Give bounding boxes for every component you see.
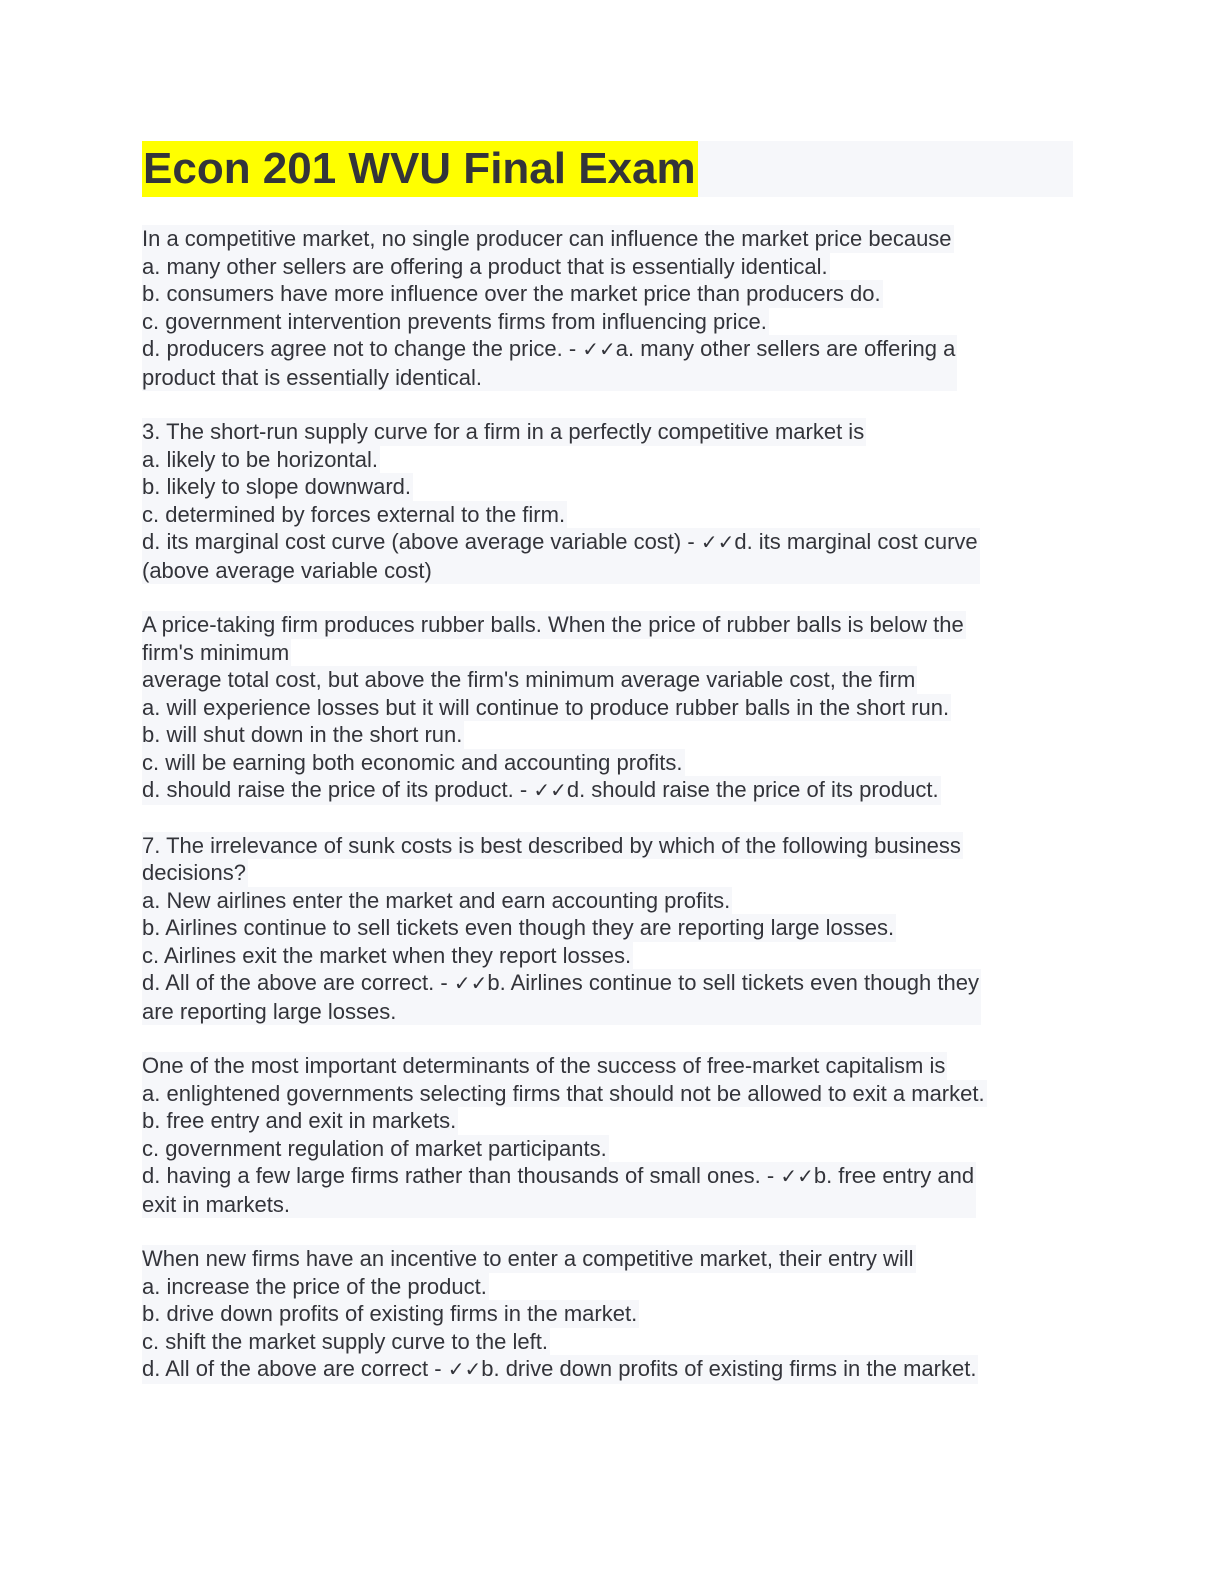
answer-option: a. increase the price of the product. <box>142 1273 487 1299</box>
correct-answer-text: are reporting large losses. <box>142 998 397 1024</box>
answer-option: c. shift the market supply curve to the left. <box>142 1328 548 1354</box>
question-stem: One of the most important determinants of the success of free-market capitalism is <box>142 1053 946 1078</box>
answer-option: d. All of the above are correct. - <box>142 970 454 995</box>
question-block <box>142 418 1062 584</box>
answer-key <box>142 528 980 584</box>
answer-continuation <box>142 998 981 1026</box>
check-mark-icon: ✓✓ <box>700 530 735 554</box>
answer-option: d. All of the above are correct - <box>142 1356 448 1381</box>
correct-answer-text: exit in markets. <box>142 1191 290 1217</box>
last-option-with-answer <box>142 776 941 805</box>
correct-answer-text: a. many other sellers are offering a <box>615 336 956 361</box>
answer-option: c. government regulation of market participants. <box>142 1135 607 1161</box>
question-block <box>142 225 1062 391</box>
answer-key <box>142 776 941 805</box>
check-mark-icon: ✓✓ <box>453 971 488 995</box>
page-title: Econ 201 WVU Final Exam <box>142 141 698 197</box>
question-block <box>142 1052 1062 1218</box>
answer-option: b. free entry and exit in markets. <box>142 1108 457 1133</box>
answer-option: b. consumers have more influence over the market price than producers do. <box>142 281 881 306</box>
check-mark-icon: ✓✓ <box>780 1164 814 1188</box>
correct-answer-text: b. free entry and <box>813 1163 975 1188</box>
question-block <box>142 832 1062 1026</box>
answer-option: c. determined by forces external to the firm. <box>142 501 566 527</box>
answer-option: d. having a few large firms rather than thousands of small ones. - <box>142 1163 781 1188</box>
question-stem: A price-taking firm produces rubber balls. When the price of rubber balls is below the <box>142 612 964 637</box>
answer-option: c. will be earning both economic and accounting profits. <box>142 749 683 775</box>
last-option-with-answer <box>142 335 957 364</box>
answer-continuation <box>142 364 957 392</box>
answer-key <box>142 335 957 391</box>
answer-key <box>142 969 981 1025</box>
answer-option: b. Airlines continue to sell tickets even though they are reporting large losses. <box>142 915 895 940</box>
answer-option: d. its marginal cost curve (above average variable cost) - <box>142 529 701 554</box>
answer-key <box>142 1162 976 1218</box>
question-stem: firm's minimum <box>142 639 290 665</box>
question-stem: When new firms have an incentive to enter a competitive market, their entry will <box>142 1246 914 1271</box>
answer-option: d. producers agree not to change the price. - <box>142 336 583 361</box>
answer-option: a. will experience losses but it will continue to produce rubber balls in the short run. <box>142 694 950 720</box>
question-stem: 7. The irrelevance of sunk costs is best described by which of the following business <box>142 832 961 858</box>
answer-continuation <box>142 557 980 585</box>
check-mark-icon: ✓✓ <box>582 337 616 361</box>
correct-answer-text: b. Airlines continue to sell tickets even though they <box>487 970 979 995</box>
question-block <box>142 611 1062 805</box>
correct-answer-text: b. drive down profits of existing firms in the market. <box>481 1356 977 1381</box>
correct-answer-text: (above average variable cost) <box>142 557 432 583</box>
answer-option: b. will shut down in the short run. <box>142 722 463 747</box>
last-option-with-answer <box>142 1162 976 1191</box>
answer-option: a. enlightened governments selecting firms that should not be allowed to exit a market. <box>142 1080 985 1106</box>
check-mark-icon: ✓✓ <box>447 1357 482 1381</box>
answer-option: a. many other sellers are offering a product that is essentially identical. <box>142 253 828 279</box>
last-option-with-answer <box>142 1355 978 1384</box>
question-list <box>142 225 1062 1411</box>
answer-option: b. drive down profits of existing firms in the market. <box>142 1301 638 1326</box>
question-stem: In a competitive market, no single producer can influence the market price because <box>142 226 952 251</box>
correct-answer-text: product that is essentially identical. <box>142 364 482 390</box>
correct-answer-text: d. its marginal cost curve <box>734 529 978 554</box>
answer-option: a. likely to be horizontal. <box>142 446 379 472</box>
last-option-with-answer <box>142 528 980 557</box>
correct-answer-text: d. should raise the price of its product. <box>566 777 939 802</box>
check-mark-icon: ✓✓ <box>533 778 567 802</box>
answer-option: a. New airlines enter the market and earn accounting profits. <box>142 887 731 913</box>
answer-option: c. Airlines exit the market when they report losses. <box>142 942 632 968</box>
question-stem: decisions? <box>142 860 246 885</box>
question-stem: average total cost, but above the firm's minimum average variable cost, the firm <box>142 667 916 692</box>
answer-option: b. likely to slope downward. <box>142 474 412 499</box>
answer-option: d. should raise the price of its product. - <box>142 777 534 802</box>
last-option-with-answer <box>142 969 981 998</box>
question-stem: 3. The short-run supply curve for a firm in a perfectly competitive market is <box>142 419 865 444</box>
answer-option: c. government intervention prevents firms from influencing price. <box>142 308 767 334</box>
question-block <box>142 1245 1062 1384</box>
answer-continuation <box>142 1191 976 1219</box>
answer-key <box>142 1355 978 1384</box>
